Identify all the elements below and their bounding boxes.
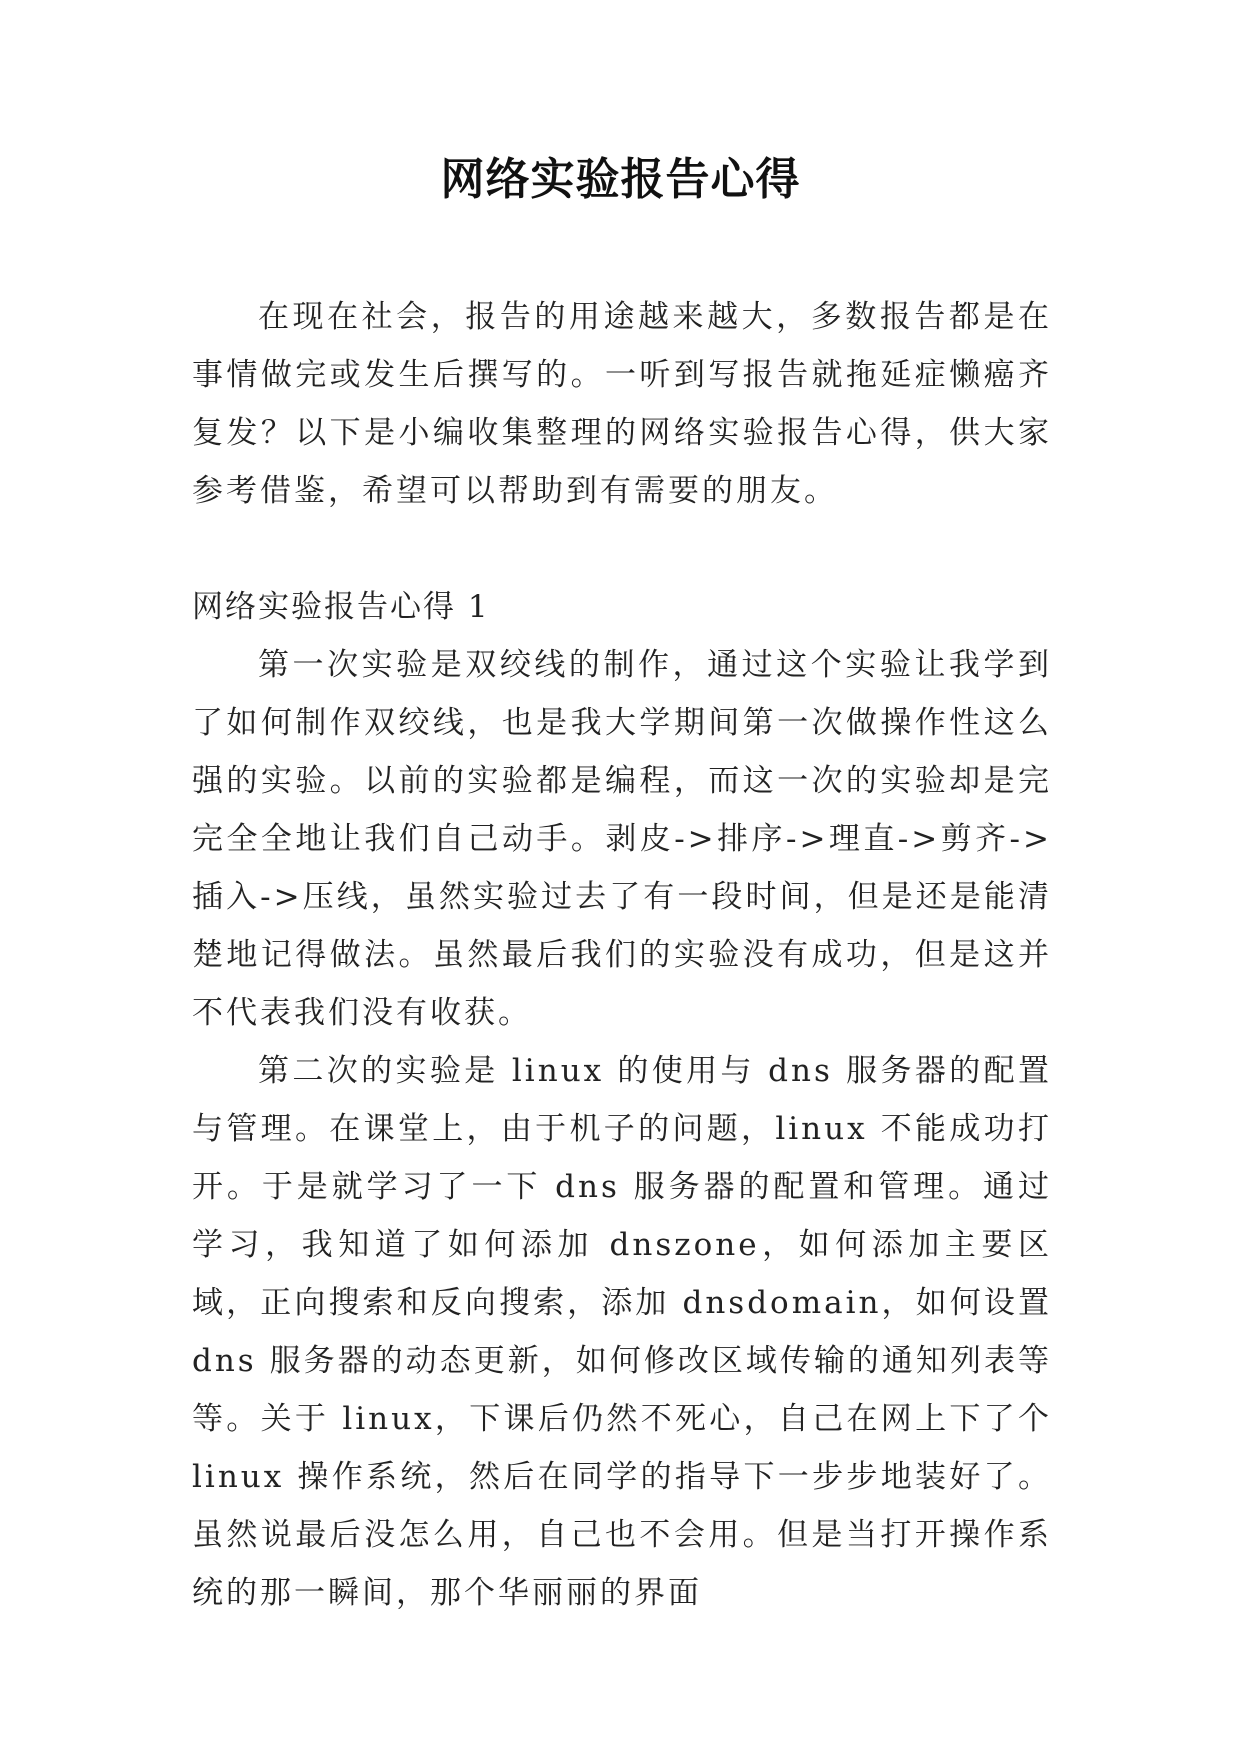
section-heading: 网络实验报告心得 1	[192, 589, 490, 625]
paragraph-2: 第二次的实验是 linux 的使用与 dns 服务器的配置与管理。在课堂上，由于机子的问题，linux 不能成功打开。于是就学习了一下 dns 服务器的配置和管理。通过学习，我知道了如何添加 dnszone，如何添加主要区域，正向搜索和反向搜索，添加 dnsdomain，如何设置 dns 服务器的动态更新，如何修改区域传输的通知列表等等。关于 linux，下课后仍然不死心，自己在网上下了个 linux 操作系统，然后在同学的指导下一步步地装好了。虽然说最后没怎么用，自己也不会用。但是当打开操作系统的那一瞬间，那个华丽丽的界面	[192, 1053, 1052, 1611]
paragraph-1: 第一次实验是双绞线的制作，通过这个实验让我学到了如何制作双绞线，也是我大学期间第一次做操作性这么强的实验。以前的实验都是编程，而这一次的实验却是完完全全地让我们自己动手。剥皮->排序->理直->剪齐->插入->压线，虽然实验过去了有一段时间，但是还是能清楚地记得做法。虽然最后我们的实验没有成功，但是这并不代表我们没有收获。	[192, 647, 1052, 1031]
intro-paragraph: 在现在社会，报告的用途越来越大，多数报告都是在事情做完或发生后撰写的。一听到写报告就拖延症懒癌齐复发？以下是小编收集整理的网络实验报告心得，供大家参考借鉴，希望可以帮助到有需要的朋友。	[192, 299, 1052, 509]
document-title: 网络实验报告心得	[440, 154, 801, 205]
